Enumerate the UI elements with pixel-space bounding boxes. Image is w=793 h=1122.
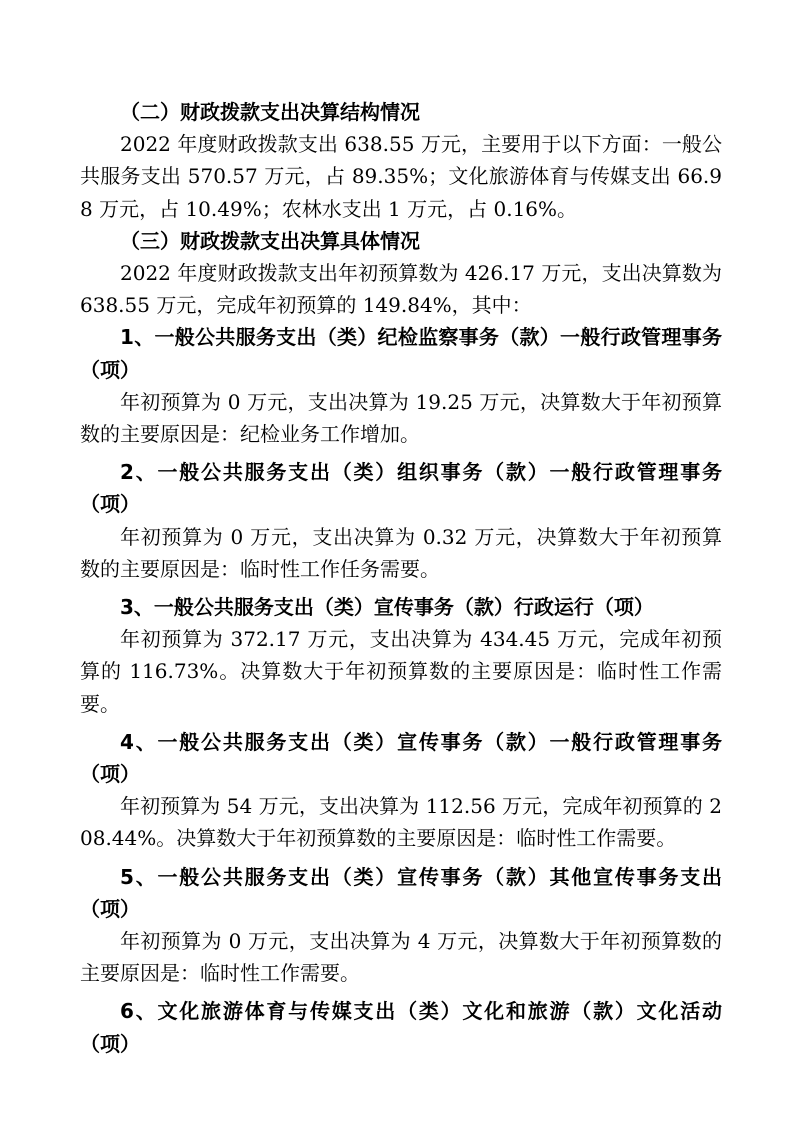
item-4-paragraph: 年初预算为 54 万元，支出决算为 112.56 万元，完成年初预算的 208.44%。决算数大于年初预算数的主要原因是：临时性工作需要。 [80, 794, 722, 851]
item-4-heading: 4、一般公共服务支出（类）宣传事务（款）一般行政管理事务（项） [80, 729, 722, 787]
item-1-paragraph: 年初预算为 0 万元，支出决算为 19.25 万元，决算数大于年初预算数的主要原因是：纪检业务工作增加。 [80, 389, 722, 447]
item-5-paragraph: 年初预算为 0 万元，支出决算为 4 万元，决算数大于年初预算数的主要原因是：临时性工作需要。 [80, 929, 722, 986]
item-5-heading: 5、一般公共服务支出（类）宣传事务（款）其他宣传事务支出（项） [80, 864, 722, 921]
section-3-paragraph: 2022 年度财政拨款支出年初预算数为 426.17 万元，支出决算数为 638.55 万元，完成年初预算的 149.84%，其中： [80, 261, 722, 318]
item-2-heading: 2、一般公共服务支出（类）组织事务（款）一般行政管理事务（项） [80, 460, 722, 517]
section-3-heading: （三）财政拨款支出决算具体情况 [120, 228, 420, 253]
section-2-paragraph: 2022 年度财政拨款支出 638.55 万元，主要用于以下方面：一般公共服务支出 570.57 万元，占 89.35%；文化旅游体育与传媒支出 66.98 万元，占 10.49%；农林水支出 1 万元，占 0.16%。 [80, 132, 722, 221]
item-6-heading: 6、文化旅游体育与传媒支出（类）文化和旅游（款）文化活动（项） [80, 999, 722, 1056]
item-2-paragraph: 年初预算为 0 万元，支出决算为 0.32 万元，决算数大于年初预算数的主要原因是：临时性工作任务需要。 [80, 524, 722, 581]
item-3-heading: 3、一般公共服务支出（类）宣传事务（款）行政运行（项） [120, 595, 654, 620]
item-3-paragraph: 年初预算为 372.17 万元，支出决算为 434.45 万元，完成年初预算的 116.73%。决算数大于年初预算数的主要原因是：临时性工作需要。 [80, 627, 722, 716]
item-1-heading: 1、一般公共服务支出（类）纪检监察事务（款）一般行政管理事务（项） [80, 325, 722, 382]
document-page [80, 96, 722, 1060]
section-2-heading: （二）财政拨款支出决算结构情况 [120, 100, 420, 124]
